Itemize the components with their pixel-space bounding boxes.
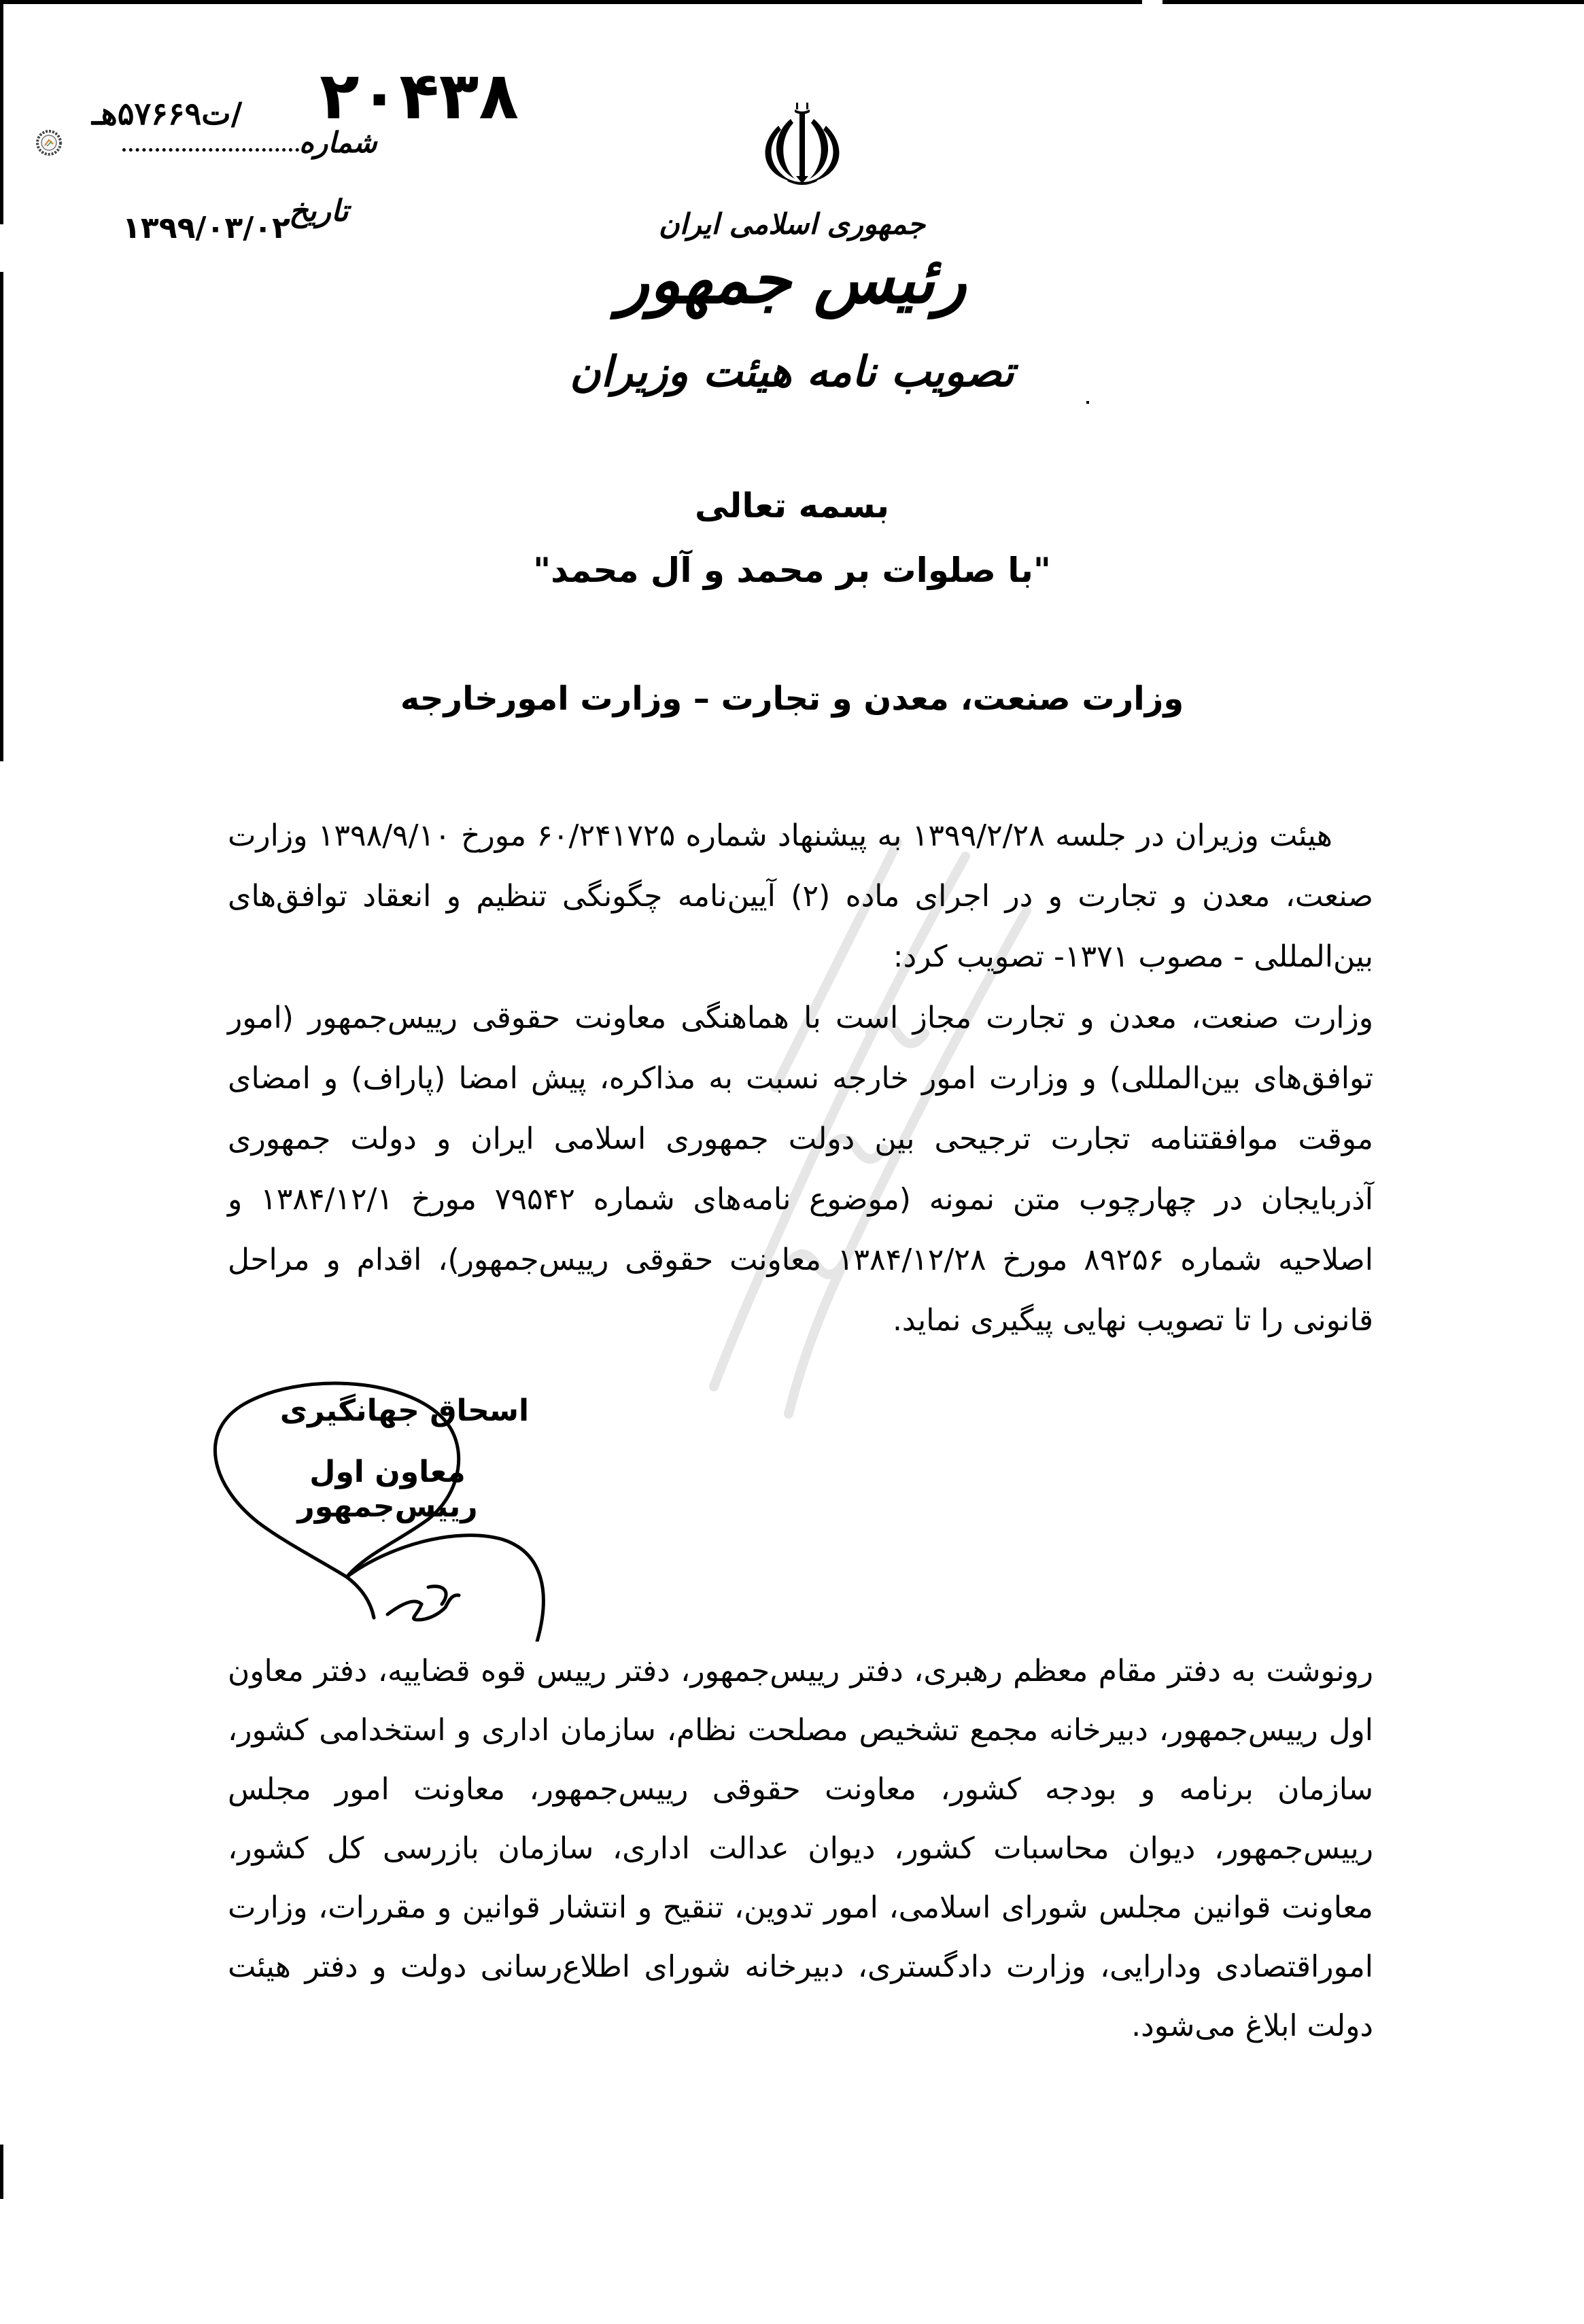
addressee-heading: وزارت صنعت، معدن و تجارت – وزارت امورخارجه xyxy=(400,680,1184,718)
reference-number-stamp: ۲۰۴۳۸ xyxy=(320,58,519,134)
seal-icon xyxy=(35,129,63,156)
date-label: تاریخ xyxy=(289,194,349,228)
scan-left-border xyxy=(0,2145,3,2199)
letterhead-document-type: تصویب نامه هیئت وزیران xyxy=(570,347,1014,396)
number-label: شماره xyxy=(299,126,377,159)
letterhead-office: رئیس جمهور xyxy=(617,241,967,318)
decision-paragraph-2 xyxy=(228,988,1373,1351)
iran-emblem-icon xyxy=(751,99,853,190)
date-value: ۱۳۹۹/۰۳/۰۲ xyxy=(122,211,290,245)
signatory-name: اسحاق جهانگیری xyxy=(279,1393,530,1428)
scan-top-border xyxy=(0,0,1584,4)
distribution-list-text: رونوشت به دفتر مقام معظم رهبری، دفتر رییس‌جمهور، دفتر رییس قوه قضاییه، دفتر معاون اول رییس‌جمهور، دبیرخانه مجمع تشخیص مصلحت نظام، سازمان اداری و استخدامی کشور، سازمان برنامه و بودجه کشور، معاونت حقوقی رییس‌جمهور، معاونت امور مجلس رییس‌جمهور، دیوان محاسبات کشور، دیوان عدالت اداری، سازمان بازرسی کل کشور، معاونت قوانین مجلس شورای اسلامی، امور تدوین، تنقیح و انتشار قوانین و مقررات، وزارت اموراقتصادی ودارایی، وزارت دادگستری، دبیرخانه شورای اطلاع‌رسانی دولت و دفتر هیئت دولت ابلاغ می‌شود. xyxy=(228,1654,1373,2043)
letterhead-country: جمهوری اسلامی ایران xyxy=(658,207,926,241)
bismillah-heading: بسمه تعالی xyxy=(694,486,890,525)
salavat-heading: "با صلوات بر محمد و آل محمد" xyxy=(533,551,1051,590)
distribution-list xyxy=(228,1642,1373,2056)
scan-border-gap xyxy=(1142,0,1163,4)
decision-paragraph-2-text: وزارت صنعت، معدن و تجارت مجاز است با هماهنگی معاونت حقوقی رییس‌جمهور (امور توافق‌های بین‌المللی) و وزارت امور خارجه نسبت به مذاکره، پیش امضا (پاراف) و امضای موقت موافقتنامه تجارت ترجیحی بین دولت جمهوری اسلامی ایران و دولت جمهوری آذربایجان در چهارچوب متن نمونه (موضوع نامه‌های شماره ۷۹۵۴۲ مورخ ۱۳۸۴/۱۲/۱ و اصلاحیه شماره ۸۹۲۵۶ مورخ ۱۳۸۴/۱۲/۲۸ معاونت حقوقی رییس‌جمهور)، اقدام و مراحل قانونی را تا تصویب نهایی پیگیری نماید. xyxy=(228,1001,1374,1338)
scan-speck xyxy=(1086,401,1089,404)
signatory-title: معاون اول رییس‌جمهور xyxy=(297,1455,478,1524)
number-dotted-line xyxy=(122,148,299,152)
scan-left-border xyxy=(0,0,3,224)
reference-code: /ت۵۷۶۶۹هـ xyxy=(92,95,243,132)
decision-paragraph-1 xyxy=(228,805,1373,987)
decision-paragraph-1-text: هیئت وزیران در جلسه ۱۳۹۹/۲/۲۸ به پیشنهاد شماره ۶۰/۲۴۱۷۲۵ مورخ ۱۳۹۸/۹/۱۰ وزارت صنعت، معدن و تجارت و در اجرای ماده (۲) آیین‌نامه چگونگی تنظیم و انعقاد توافق‌های بین‌المللی - مصوب ۱۳۷۱- تصویب کرد: xyxy=(228,818,1373,974)
